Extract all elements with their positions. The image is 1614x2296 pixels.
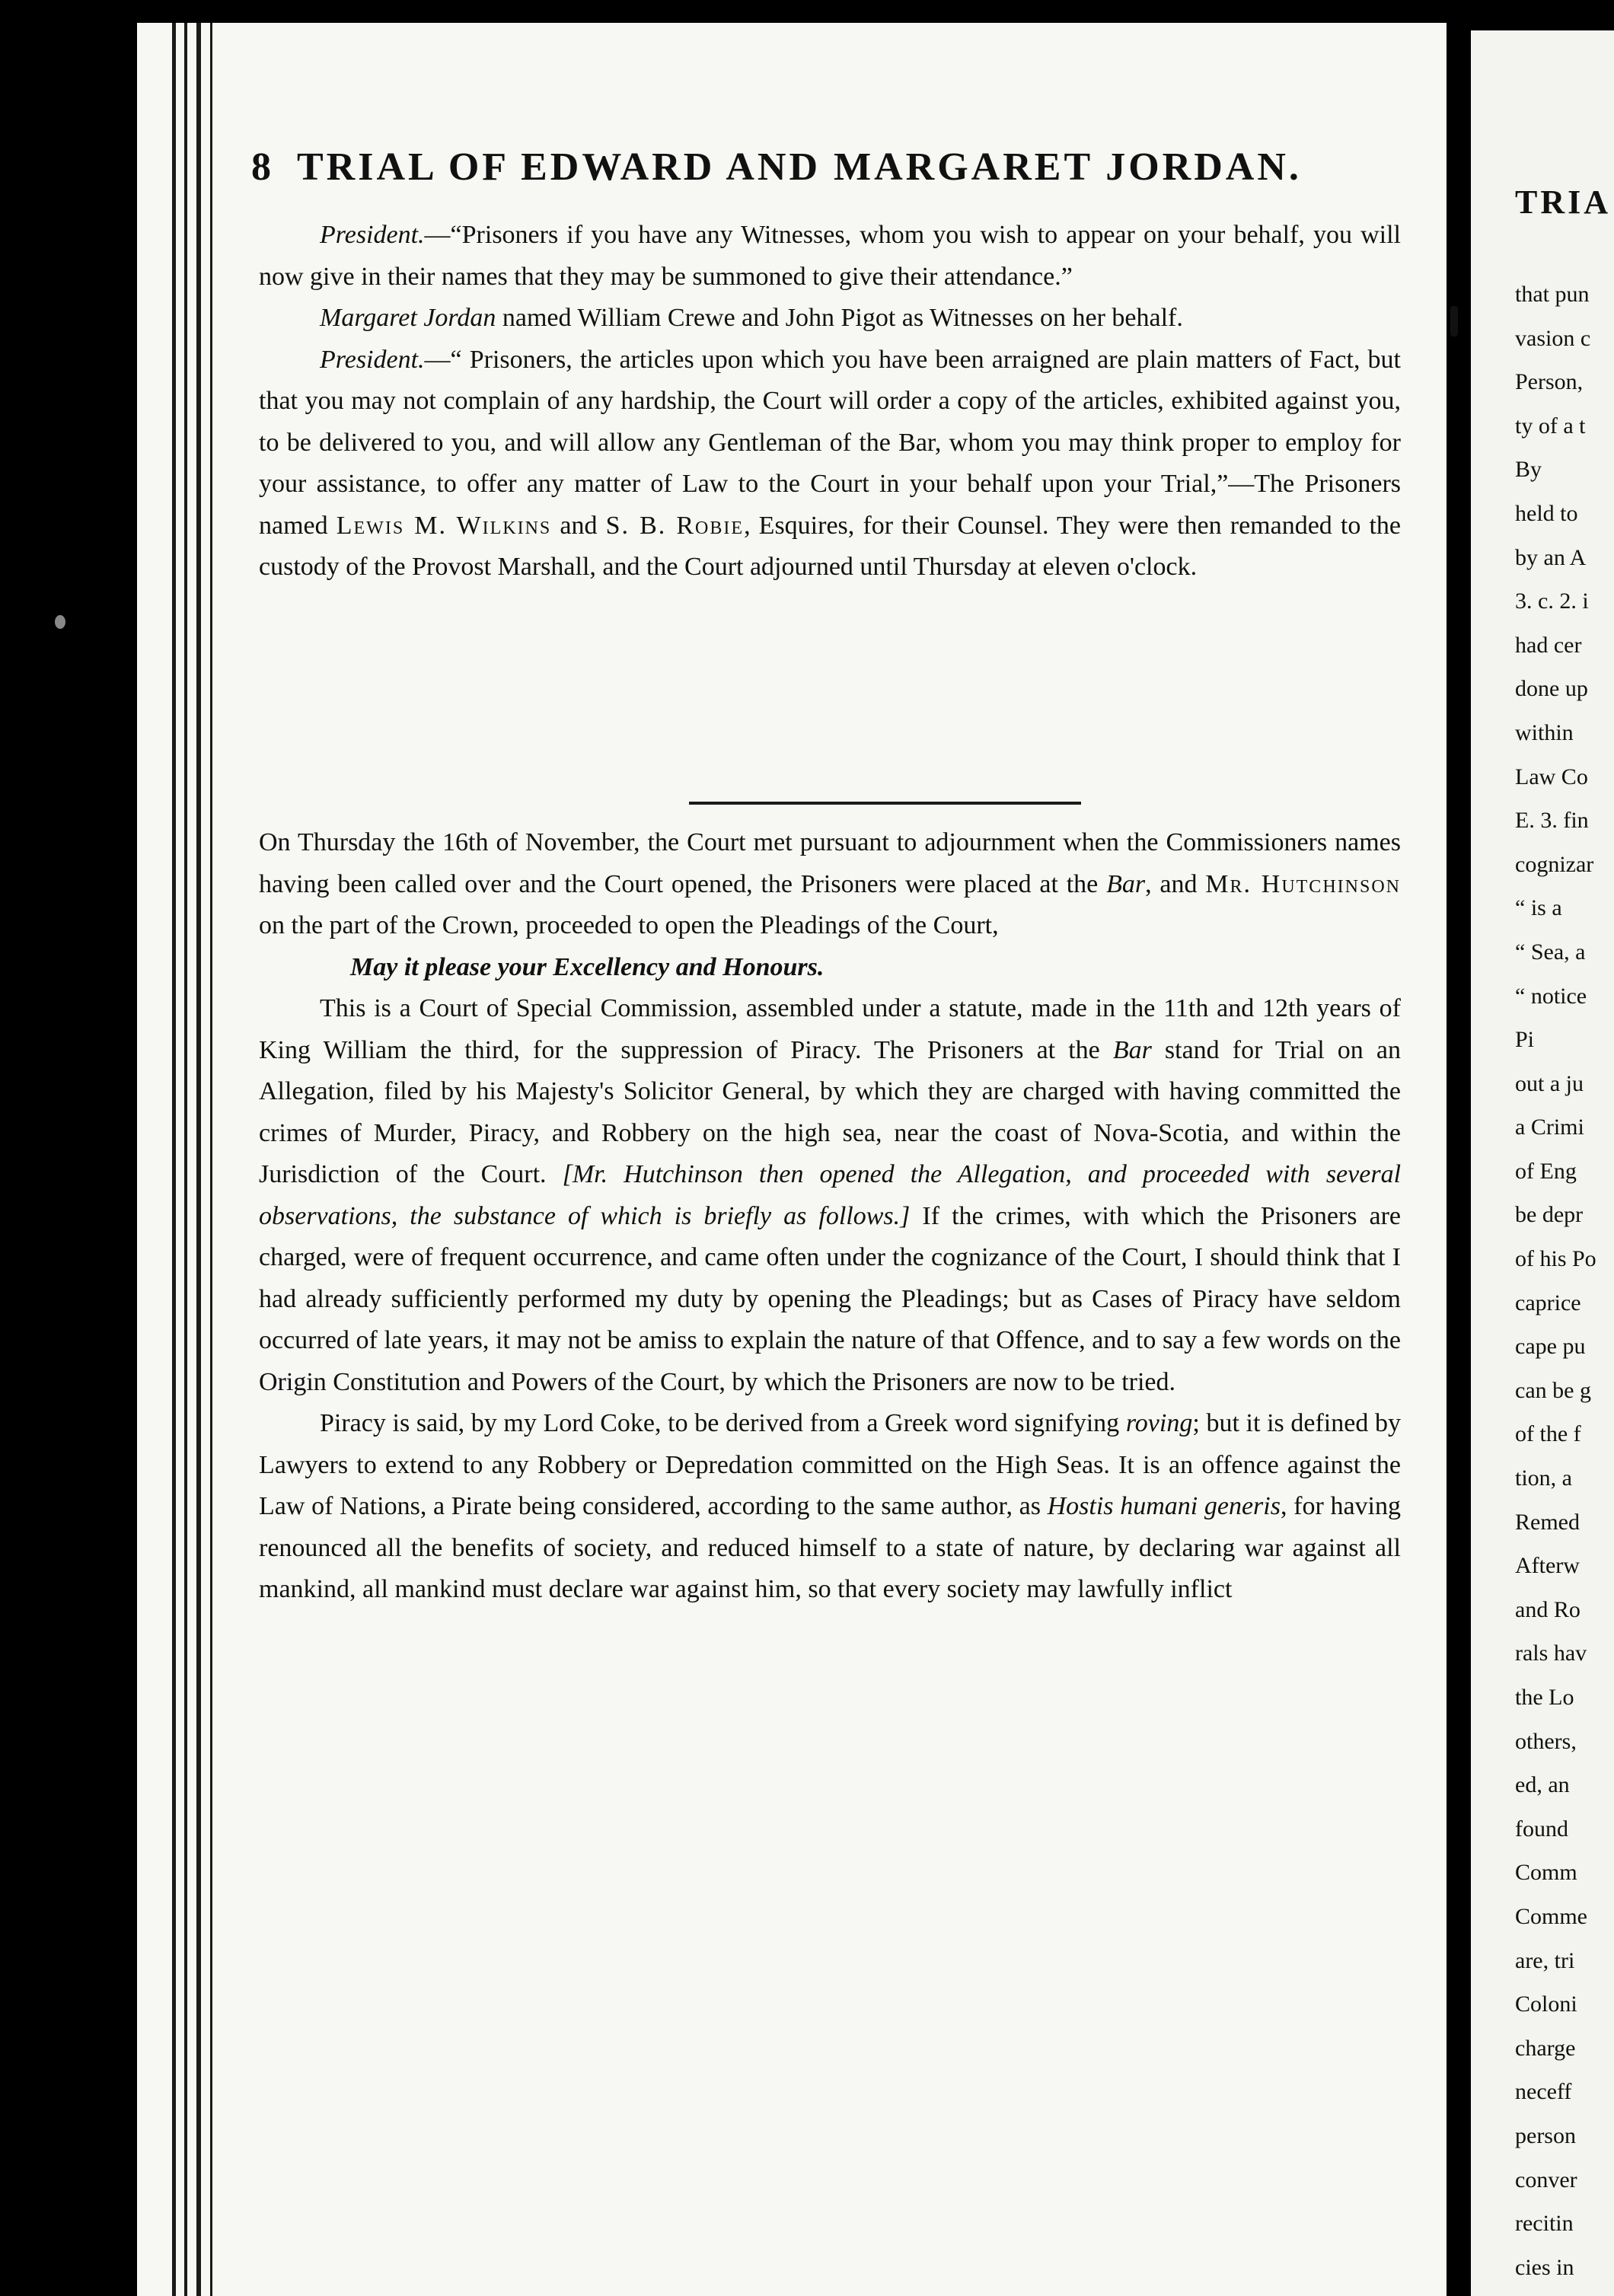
facing-page-line: Pi: [1515, 1027, 1535, 1053]
running-head-title: TRIAL OF EDWARD AND MARGARET JORDAN.: [297, 145, 1302, 189]
facing-page-line: of the f: [1515, 1421, 1581, 1447]
facing-page-line: “ Sea, a: [1515, 939, 1586, 965]
bar-word: Bar: [1112, 1035, 1152, 1064]
counsel-name: Mr. Hutchinson: [1205, 869, 1401, 898]
facing-page-running-head: TRIA: [1515, 183, 1612, 221]
facing-page-line: cape pu: [1515, 1334, 1586, 1360]
facing-page-line: be depr: [1515, 1202, 1584, 1228]
facing-page-line: rals hav: [1515, 1641, 1587, 1666]
paragraph-text: This is a Court of Special Commission, assembled under a statute, made in the 11th and 12th years of King William the third, for the suppression of Piracy. The Prisoners at the: [259, 994, 1401, 1064]
facing-page-line: that pun: [1515, 282, 1590, 307]
bracketed-note: [Mr. Hutchinson then opened the Allegation, and proceeded with several observations, the substance of which is briefly as follows.]: [259, 1160, 1402, 1230]
salutation-text: May it please your Excellency and Honours.: [350, 952, 825, 981]
facing-page-line: of his Po: [1515, 1246, 1596, 1272]
page-gutter: [1447, 0, 1471, 2296]
facing-page-line: Coloni: [1515, 1991, 1577, 2017]
facing-page-text: [1515, 273, 1596, 2289]
facing-page-line: person: [1515, 2122, 1576, 2148]
facing-page-line: ed, an: [1515, 1772, 1570, 1798]
facing-page-line: and Ro: [1515, 1596, 1581, 1622]
page-number: 8: [251, 145, 274, 189]
paragraph-3: [259, 340, 1401, 588]
facing-page-line: held to: [1515, 500, 1578, 526]
ink-speck: [55, 615, 65, 629]
facing-page-line: out a ju: [1515, 1070, 1584, 1096]
text-block-upper: [259, 215, 1401, 588]
facing-page-line: Remed: [1515, 1509, 1580, 1535]
paragraph-text: ; but it is defined by Lawyers to extend to any Robbery or Depredation committed on the High Seas. It is an offence against the Law of Nations, a Pirate being considered, according to the same author, as: [259, 1409, 1401, 1520]
facing-page-line: charge: [1515, 2035, 1576, 2061]
paragraph-1: [259, 215, 1401, 298]
facing-page-line: of Eng: [1515, 1158, 1577, 1184]
conjunction: and: [551, 511, 606, 540]
paragraph-5: [259, 988, 1401, 1403]
section-rule: [689, 802, 1081, 805]
facing-page: [1471, 30, 1614, 2296]
speaker-label: President.: [320, 221, 425, 249]
facing-page-line: 3. c. 2. i: [1515, 588, 1589, 614]
facing-page-line: are, tri: [1515, 1947, 1575, 1973]
latin-phrase: Hostis humani generis: [1047, 1492, 1281, 1520]
facing-page-line: “ notice: [1515, 983, 1587, 1009]
bar-word: Bar: [1106, 869, 1146, 898]
facing-page-line: E. 3. fin: [1515, 808, 1589, 834]
paragraph-text: —“Prisoners if you have any Witnesses, whom you wish to appear on your behalf, you will now give in their names that they may be summoned to give their attendance.”: [259, 221, 1401, 291]
speaker-label: President.: [320, 345, 425, 374]
paragraph-text: , and: [1145, 869, 1206, 898]
paragraph-text: on the part of the Crown, proceeded to open the Pleadings of the Court,: [259, 911, 999, 939]
counsel-name: S. B. Robie: [605, 511, 745, 540]
facing-page-line: Comme: [1515, 1903, 1587, 1929]
paragraph-text: , Esquires, for their Counsel. They were then remanded to the custody of the Provost Marshall, and the Court adjourned until Thursday at eleven o'clock.: [259, 511, 1401, 581]
facing-page-line: can be g: [1515, 1377, 1591, 1403]
book-spine: [137, 23, 228, 2296]
facing-page-line: “ is a: [1515, 895, 1562, 921]
salutation: [259, 947, 1401, 989]
facing-page-line: others,: [1515, 1728, 1577, 1754]
facing-page-line: cies in: [1515, 2254, 1574, 2280]
paragraph-text: stand for Trial on an Allegation, filed by his Majesty's Solicitor General, by which they are charged with having committed the crimes of Murder, Piracy, and Robbery on the high sea, near the coast of Nova-Scotia, and within the Jurisdiction of the Court.: [259, 1035, 1401, 1188]
facing-page-line: conver: [1515, 2167, 1577, 2192]
facing-page-line: Law Co: [1515, 764, 1588, 789]
facing-page-line: caprice: [1515, 1290, 1581, 1315]
facing-page-line: ty of a t: [1515, 413, 1586, 438]
facing-page-line: by an A: [1515, 544, 1587, 570]
facing-page-line: a Crimi: [1515, 1115, 1584, 1140]
ink-speck: [1450, 306, 1458, 336]
facing-page-line: tion, a: [1515, 1465, 1572, 1491]
facing-page-line: within: [1515, 719, 1574, 745]
italic-word: roving: [1125, 1409, 1193, 1437]
facing-page-line: vasion c: [1515, 325, 1591, 351]
paragraph-2: [259, 298, 1401, 340]
facing-page-line: recitin: [1515, 2211, 1574, 2237]
facing-page-line: the Lo: [1515, 1685, 1574, 1710]
facing-page-line: By: [1515, 457, 1542, 483]
witness-name: Margaret Jordan: [320, 304, 496, 332]
paragraph-text: Piracy is said, by my Lord Coke, to be derived from a Greek word signifying: [320, 1409, 1126, 1437]
facing-page-line: cognizar: [1515, 851, 1594, 877]
paragraph-text: , for having renounced all the benefits of society, and reduced himself to a state of nature, by declaring war against all mankind, all mankind must declare war against him, so that every society may lawfully inflict: [259, 1492, 1401, 1603]
paragraph-text: —“ Prisoners, the articles upon which you have been arraigned are plain matters of Fact, but that you may not complain of any hardship, the Court will order a copy of the articles, exhibited against you, to be delivered to you, and will allow any Gentleman of the Bar, whom you may think proper to employ for your assistance, to offer any matter of Law to the Court in your behalf upon your Trial,”—The Prisoners named: [259, 345, 1401, 540]
facing-page-line: Comm: [1515, 1860, 1577, 1886]
running-head: [251, 145, 1408, 190]
facing-page-line: neceff: [1515, 2079, 1572, 2105]
counsel-name: Lewis M. Wilkins: [336, 511, 552, 540]
facing-page-line: done up: [1515, 676, 1588, 702]
paragraph-text: On Thursday the 16th of November, the Court met pursuant to adjournment when the Commissioners names having been called over and the Court opened, the Prisoners were placed at the: [259, 828, 1401, 898]
paragraph-text: named William Crewe and John Pigot as Witnesses on her behalf.: [496, 304, 1183, 332]
paragraph-4: [259, 822, 1401, 947]
paragraph-text: If the crimes, with which the Prisoners are charged, were of frequent occurrence, and came often under the cognizance of the Court, I should think that I had already sufficiently performed my duty by opening the Pleadings; but as Cases of Piracy have seldom occurred of late years, it may not be amiss to explain the nature of that Offence, and to say a few words on the Origin Constitution and Powers of the Court, by which the Prisoners are now to be tried.: [259, 1201, 1401, 1396]
scan-border-top: [0, 0, 1614, 23]
facing-page-line: had cer: [1515, 632, 1582, 658]
text-block-lower: [259, 822, 1401, 1611]
facing-page-line: Person,: [1515, 369, 1584, 395]
facing-page-line: found: [1515, 1816, 1568, 1842]
facing-page-line: Afterw: [1515, 1553, 1580, 1579]
scan-border-left: [0, 0, 137, 2296]
paragraph-6: [259, 1403, 1401, 1611]
